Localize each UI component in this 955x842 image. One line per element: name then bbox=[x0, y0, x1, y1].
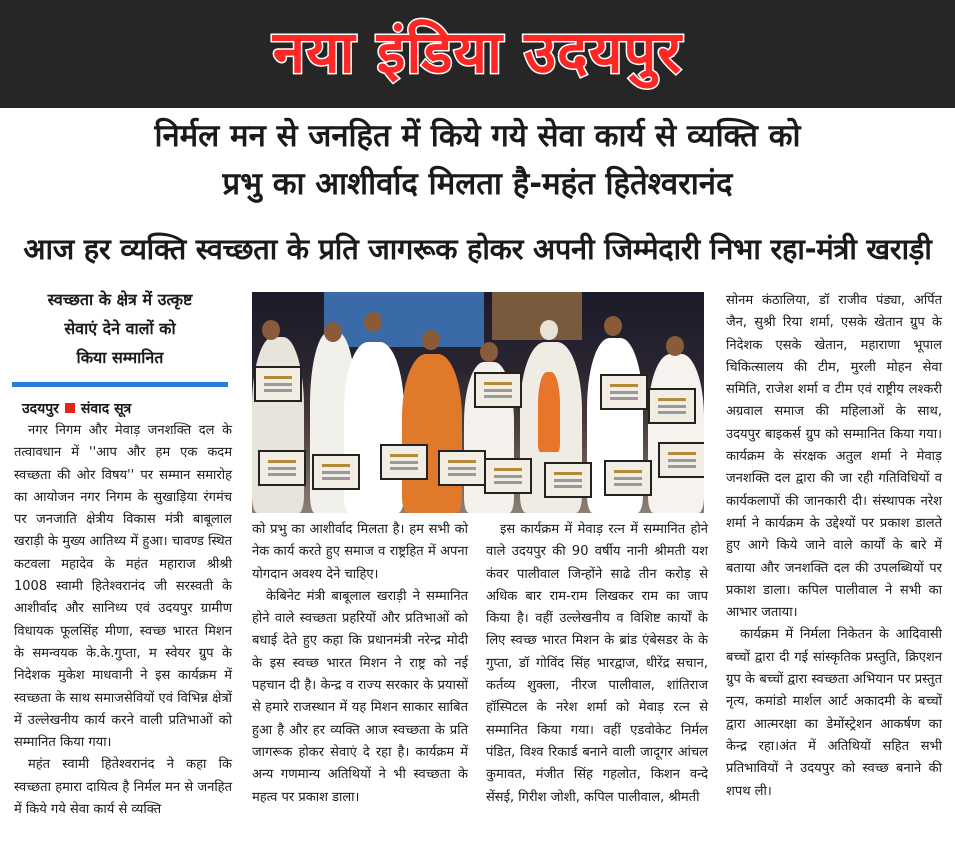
certificate bbox=[544, 462, 592, 498]
certificate bbox=[380, 444, 428, 480]
article-paragraph: महंत स्वामी हितेश्वरानंद ने कहा कि स्वच्छता हमारा दायित्व है निर्मल मन से जनहित में किये गये सेवा कार्य से व्यक्ति bbox=[14, 757, 232, 818]
certificate bbox=[484, 458, 532, 494]
person-head bbox=[666, 336, 684, 356]
article-paragraph: सोनम कंठालिया, डॉ राजीव पंड्या, अर्पित जैन, सुश्री रिया शर्मा, एसके खेतान ग्रुप के निदेशक एसके खेतान, महाराणा भूपाल चिकित्सालय की टीम, मुरली मोहन सेवा समिति, राजेश शर्मा व टीम एवं राष्ट्रीय लश्करी अग्रवाल समाज की महिलाओं के साथ, उदयपुर बाइकर्स ग्रुप को सम्मानित किया गया। कार्यक्रम के संरक्षक अतुल शर्मा ने मेवाड़ जनशक्ति दल द्वारा की जा रही गतिविधियों व कार्यकलापों की जानकारी दी। संस्थापक नरेश शर्मा ने कार्यक्रम के उद्देश्यों पर प्रकाश डालते हुए आगे किये जाने वाले कार्यों के बारे में बताया और जनशक्ति दल की उपलब्धियों पर प्रकाश डाला। कपिल पालीवाल ने सभी का आभार जताया। bbox=[726, 293, 942, 621]
highlight-line-2: सेवाएं देने वालों को bbox=[64, 319, 176, 338]
person-head bbox=[540, 320, 558, 340]
certificate bbox=[254, 366, 302, 402]
article-paragraph: को प्रभु का आशीर्वाद मिलता है। हम सभी को नेक कार्य करते हुए समाज व राष्ट्रहित में अपना योगदान अवश्य देने चाहिए। bbox=[252, 522, 468, 582]
certificate bbox=[258, 450, 306, 486]
person-head bbox=[604, 316, 622, 336]
bullet-square-icon bbox=[65, 403, 75, 413]
article-paragraph: इस कार्यक्रम में मेवाड़ रत्न में सम्मानित होने वाले उदयपुर की 90 वर्षीय नानी श्रीमती यश कंवर पालीवाल जिन्होंने साढे तीन करोड़ से अधिक बार राम-राम लिखकर राम का जाप किया है। वहीं उल्लेखनीय व विशिष्ट कार्यों के लिए स्वच्छ भारत मिशन के ब्रांड एंबेसडर के के गुप्ता, डॉ गोविंद सिंह भारद्वाज, धीरेंद्र सचान, कर्तव्य शुक्ला, नीरज पालीवाल, शांतिराज हॉस्पिटल के नरेश शर्मा को मेवाड़ रत्न से सम्मानित किया गया। वहीं एडवोकेट निर्मल पंडित, विश्व रिकार्ड बनाने वाली जादूगर आंचल कुमावत, मंजीत सिंह गहलोत, किशन वन्दे सेंसई, गिरीश जोशी, कपिल पालीवाल, श्रीमती bbox=[486, 522, 708, 805]
person-head bbox=[422, 330, 440, 350]
certificate bbox=[648, 388, 696, 424]
certificate bbox=[604, 460, 652, 496]
certificate bbox=[312, 454, 360, 490]
person-head bbox=[262, 320, 280, 340]
certificate bbox=[474, 372, 522, 408]
saffron-scarf bbox=[538, 372, 560, 452]
person-head bbox=[364, 312, 382, 332]
highlight-box bbox=[12, 285, 228, 385]
highlight-rule bbox=[12, 382, 228, 387]
article-paragraph: केबिनेट मंत्री बाबूलाल खराड़ी ने सम्मानित होने वाले स्वच्छता प्रहरियों और प्रतिभाओं को बधाई देते हुए कहा कि प्रधानमंत्री नरेन्द्र मोदी के इस स्वच्छ भारत मिशन ने राष्ट्र को नई पहचान दी है। केन्द्र व राज्य सरकार के प्रयासों से हमारे राजस्थान में यह मिशन साकार साबित हुआ है और हर व्यक्ति आज स्वच्छता के प्रति जागरूक होकर सेवाएं दे रहा है। कार्यक्रम में अन्य गणमान्य अतिथियों ने भी स्वच्छता के महत्व पर प्रकाश डाला। bbox=[252, 588, 468, 805]
article-paragraph: नगर निगम और मेवाड़ जनशक्ति दल के तत्वावधान में ''आप और हम एक कदम स्वच्छता की ओर विषय'' पर सम्मान समारोह का आयोजन नगर निगम के सुखाड़िया रंगमंच पर जनजाति क्षेत्रीय विकास मंत्री बाबूलाल खराड़ी के मुख्य आतिथ्य में हुआ। चावण्ड स्थित कटवला महादेव के महंत महाराज श्रीश्री 1008 स्वामी हितेश्वरानंद जी सरस्वती के आशीर्वाद और सानिध्य एवं उदयपुर ग्रामीण विधायक फूलसिंह मीणा, स्वच्छ भारत मिशन के समन्वयक के.के.गुप्ता, म स्वेयर ग्रुप के निदेशक मुकेश माधवानी ने इस कार्यक्रम में स्वच्छता के साथ समाजसेवियों एवं विभिन्न क्षेत्रों में उल्लेखनीय कार्य करने वाली प्रतिभाओं को सम्मानित किया गया। bbox=[14, 423, 232, 751]
dateline-source: संवाद सूत्र bbox=[80, 401, 132, 417]
highlight-line-3: किया सम्मानित bbox=[76, 348, 164, 367]
sub-headline: आज हर व्यक्ति स्वच्छता के प्रति जागरूक होकर अपनी जिम्मेदारी निभा रहा-मंत्री खराड़ी bbox=[23, 232, 932, 266]
person-head bbox=[480, 342, 498, 362]
article-column-2 bbox=[252, 519, 468, 809]
event-photo bbox=[252, 292, 704, 513]
person-figure bbox=[648, 354, 704, 513]
article-column-3 bbox=[486, 519, 708, 809]
person-figure bbox=[252, 337, 304, 513]
certificate bbox=[438, 450, 486, 486]
article-column-1 bbox=[14, 420, 232, 821]
masthead bbox=[0, 0, 955, 108]
certificate bbox=[658, 442, 704, 478]
person-figure bbox=[402, 354, 462, 513]
stage-banner-portrait bbox=[492, 292, 582, 340]
headline-line-2: प्रभु का आशीर्वाद मिलता है-महंत हितेश्वरानंद bbox=[222, 166, 733, 202]
dateline-place: उदयपुर bbox=[22, 401, 59, 417]
stage-banner bbox=[324, 292, 484, 347]
newspaper-brand: नया इंडिया उदयपुर bbox=[272, 18, 683, 86]
highlight-line-1: स्वच्छता के क्षेत्र में उत्कृष्ट bbox=[47, 290, 193, 309]
dateline bbox=[22, 399, 131, 418]
headline-line-1: निर्मल मन से जनहित में किये गये सेवा कार्य से व्यक्ति को bbox=[154, 118, 801, 154]
certificate bbox=[600, 374, 648, 410]
article-column-4 bbox=[726, 290, 942, 803]
person-head bbox=[324, 322, 342, 342]
article-paragraph: कार्यक्रम में निर्मला निकेतन के आदिवासी बच्चों द्वारा दी गई सांस्कृतिक प्रस्तुति, क्रिएशन ग्रुप के बच्चों द्वारा स्वच्छता अभियान पर प्रस्तुत नृत्य, कमांडो मार्शल आर्ट अकादमी के बच्चों द्वारा आत्मरक्षा का डेमोंस्ट्रेशन आकर्षण का केन्द्र रहा।अंत में अतिथियों सहित सभी प्रतिभावियों ने उदयपुर को स्वच्छ बनाने की शपथ ली। bbox=[726, 627, 942, 799]
